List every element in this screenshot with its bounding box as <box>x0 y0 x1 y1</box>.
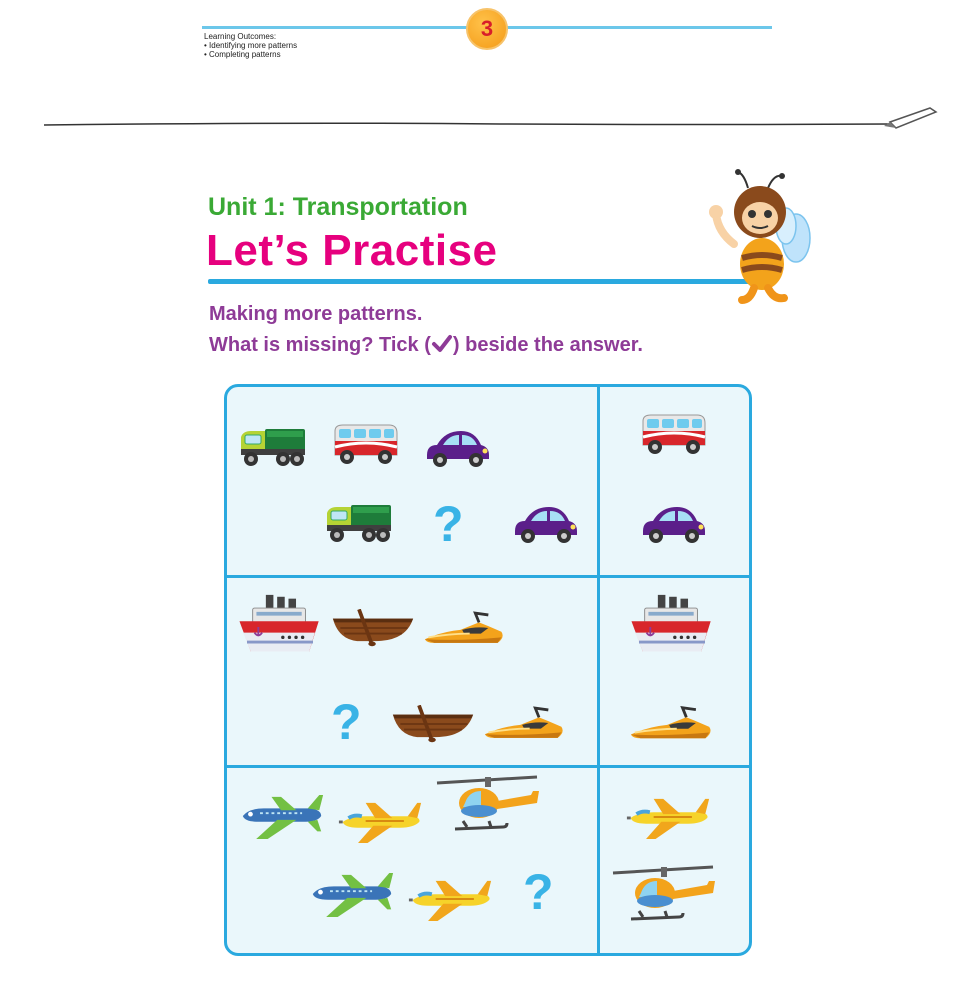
missing-question-mark: ? <box>433 496 464 552</box>
van-icon <box>331 421 401 467</box>
truck-icon <box>237 423 307 469</box>
helicopter-icon <box>433 771 543 841</box>
ship-icon <box>237 593 323 659</box>
instruction-text-before: What is missing? Tick ( <box>209 334 431 356</box>
airplane-icon <box>239 793 325 841</box>
instruction-text-after: ) beside the answer. <box>452 334 643 356</box>
small-plane-icon <box>407 875 493 923</box>
rowboat-icon <box>331 609 415 647</box>
car-icon <box>423 425 493 471</box>
outcome-item: • Identifying more patterns <box>204 41 298 50</box>
option-small-plane[interactable] <box>625 793 711 841</box>
learning-outcomes <box>204 32 297 59</box>
title-underline <box>208 279 768 284</box>
missing-question-mark: ? <box>523 864 554 920</box>
instruction-line-2 <box>209 334 643 357</box>
jet-ski-icon <box>483 703 567 743</box>
bee-mascot-icon <box>704 168 814 308</box>
missing-question-mark: ? <box>331 694 362 750</box>
option-car[interactable] <box>639 501 709 547</box>
row-divider <box>227 575 749 578</box>
option-ship[interactable] <box>629 593 715 659</box>
pencil-rule <box>0 100 960 140</box>
column-divider <box>597 387 600 953</box>
page-title: Let’s Practise <box>206 226 498 275</box>
unit-title: Unit 1: Transportation <box>208 193 468 221</box>
pattern-table <box>224 384 752 956</box>
option-helicopter[interactable] <box>609 861 719 931</box>
option-van[interactable] <box>639 411 709 457</box>
airplane-icon <box>309 871 395 919</box>
truck-icon <box>323 499 393 545</box>
jet-ski-icon <box>423 609 507 647</box>
row-divider <box>227 765 749 768</box>
option-jet-ski[interactable] <box>629 703 715 743</box>
page-number-badge: 3 <box>466 8 508 50</box>
outcome-item: • Completing patterns <box>204 50 281 59</box>
tick-icon <box>431 334 453 354</box>
outcomes-title: Learning Outcomes: <box>204 32 277 41</box>
pencil-icon <box>884 108 936 128</box>
instruction-line-1: Making more patterns. <box>209 303 423 325</box>
rowboat-icon <box>391 705 475 743</box>
car-icon <box>511 501 581 547</box>
small-plane-icon <box>337 797 423 845</box>
